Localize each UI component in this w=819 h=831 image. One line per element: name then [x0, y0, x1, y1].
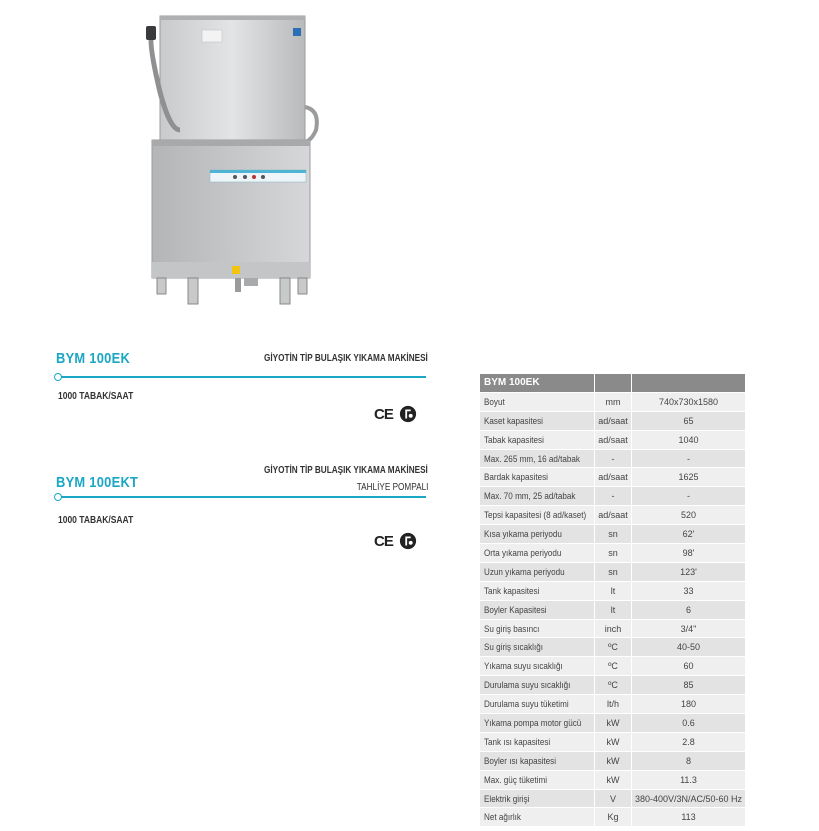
spec-row	[480, 600, 746, 619]
product-capacity: 1000 TABAK/SAAT	[58, 391, 134, 402]
spec-value-cell	[632, 714, 746, 733]
spec-unit: ºC	[608, 661, 618, 672]
spec-unit-cell	[595, 430, 632, 449]
spec-unit: V	[609, 793, 616, 804]
product-type: GİYOTİN TİP BULAŞIK YIKAMA MAKİNESİ	[264, 465, 428, 476]
spec-unit-cell	[595, 676, 632, 695]
product-capacity: 1000 TABAK/SAAT	[58, 515, 134, 526]
spec-unit: Kg	[607, 812, 619, 823]
spec-label-cell	[480, 487, 595, 506]
spec-unit-cell	[595, 657, 632, 676]
spec-label-cell	[480, 392, 595, 411]
spec-unit: inch	[604, 623, 622, 634]
spec-value: 1625	[678, 472, 699, 483]
spec-unit: ºC	[608, 680, 618, 691]
spec-unit: ºC	[608, 642, 618, 653]
spec-label: Yıkama pompa motor gücü	[484, 717, 582, 728]
spec-label: Max. 265 mm, 16 ad/tabak	[484, 453, 580, 464]
spec-row	[480, 676, 746, 695]
spec-unit: sn	[608, 547, 618, 558]
spec-unit: -	[611, 491, 615, 502]
spec-value: 0.6	[682, 717, 695, 728]
ce-mark-icon: CE	[374, 532, 393, 550]
product-subtype: TAHLİYE POMPALI	[356, 482, 428, 493]
spec-unit-cell	[595, 392, 632, 411]
spec-unit-cell	[595, 789, 632, 808]
spec-value-cell	[632, 600, 746, 619]
spec-label-cell	[480, 411, 595, 430]
spec-label-cell	[480, 525, 595, 544]
spec-value: 113	[681, 812, 696, 823]
spec-value-cell	[632, 430, 746, 449]
spec-row	[480, 581, 746, 600]
spec-unit-cell	[595, 638, 632, 657]
spec-unit: ad/saat	[598, 510, 628, 521]
spec-unit: -	[611, 453, 615, 464]
spec-value: 40-50	[676, 642, 701, 653]
spec-unit: lt/h	[606, 699, 619, 710]
spec-row	[480, 789, 746, 808]
spec-label-cell	[480, 770, 595, 789]
certification-marks	[374, 405, 417, 423]
spec-value: 8	[685, 755, 691, 766]
spec-label-cell	[480, 714, 595, 733]
gost-r-certification-icon	[399, 405, 417, 423]
spec-row	[480, 770, 746, 789]
spec-unit: ad/saat	[598, 472, 628, 483]
spec-unit-cell	[595, 544, 632, 563]
spec-row	[480, 468, 746, 487]
spec-row	[480, 732, 746, 751]
spec-value: 85	[683, 680, 694, 691]
spec-unit-cell	[595, 449, 632, 468]
spec-unit: ad/saat	[598, 415, 628, 426]
spec-row	[480, 562, 746, 581]
spec-value: 60	[683, 661, 694, 672]
spec-value: 1040	[678, 434, 699, 445]
spec-unit: mm	[605, 396, 621, 407]
spec-label-cell	[480, 695, 595, 714]
spec-value-cell	[632, 581, 746, 600]
spec-unit: kW	[606, 717, 620, 728]
spec-label-cell	[480, 751, 595, 770]
spec-label-cell	[480, 544, 595, 563]
spec-unit-cell	[595, 619, 632, 638]
spec-value-cell	[632, 506, 746, 525]
spec-unit-cell	[595, 506, 632, 525]
spec-label: Orta yıkama periyodu	[484, 547, 562, 558]
spec-row	[480, 506, 746, 525]
spec-value: 98'	[682, 547, 695, 558]
spec-row	[480, 449, 746, 468]
spec-value-cell	[632, 695, 746, 714]
product-model: BYM 100EKT	[56, 474, 139, 491]
spec-label: Elektrik girişi	[484, 793, 530, 804]
spec-unit-cell	[595, 732, 632, 751]
spec-value: 6	[685, 604, 691, 615]
spec-value-cell	[632, 751, 746, 770]
spec-value: 740x730x1580	[658, 396, 719, 407]
spec-value-cell	[632, 544, 746, 563]
spec-value-cell	[632, 770, 746, 789]
spec-unit-cell	[595, 525, 632, 544]
spec-label-cell	[480, 468, 595, 487]
spec-unit: sn	[608, 529, 618, 540]
spec-row	[480, 657, 746, 676]
spec-row	[480, 619, 746, 638]
spec-label-cell	[480, 506, 595, 525]
spec-row	[480, 544, 746, 563]
spec-label: Durulama suyu sıcaklığı	[484, 680, 571, 691]
spec-label: Yıkama suyu sıcaklığı	[484, 661, 563, 672]
product-model: BYM 100EK	[56, 350, 131, 367]
spec-value-cell	[632, 676, 746, 695]
spec-label: Boyler ısı kapasitesi	[484, 755, 557, 766]
spec-value: 380-400V/3N/AC/50-60 Hz	[634, 793, 743, 804]
spec-unit: kW	[606, 774, 620, 785]
spec-unit-cell	[595, 600, 632, 619]
spec-unit-cell	[595, 562, 632, 581]
spec-label: Durulama suyu tüketimi	[484, 699, 569, 710]
spec-label-cell	[480, 638, 595, 657]
spec-row	[480, 525, 746, 544]
spec-value-cell	[632, 487, 746, 506]
spec-unit-cell	[595, 411, 632, 430]
spec-label: Su giriş basıncı	[484, 623, 540, 634]
spec-unit: lt	[610, 604, 616, 615]
spec-unit: kW	[606, 736, 620, 747]
spec-value-cell	[632, 562, 746, 581]
spec-label-cell	[480, 600, 595, 619]
spec-label: Uzun yıkama periyodu	[484, 566, 565, 577]
spec-label-cell	[480, 562, 595, 581]
gost-r-certification-icon	[399, 532, 417, 550]
spec-value-cell	[632, 468, 746, 487]
spec-label-cell	[480, 789, 595, 808]
spec-unit-cell	[595, 468, 632, 487]
spec-table-header	[480, 374, 746, 393]
spec-label-cell	[480, 619, 595, 638]
spec-unit: ad/saat	[598, 434, 628, 445]
spec-label-cell	[480, 657, 595, 676]
spec-unit: sn	[608, 566, 618, 577]
spec-value: 123'	[680, 566, 697, 577]
spec-unit: lt	[610, 585, 616, 596]
spec-label: Boyut	[484, 396, 505, 407]
spec-label: Tepsi kapasitesi (8 ad/kaset)	[484, 510, 587, 521]
specification-table	[479, 373, 746, 827]
dishwasher-product-image	[140, 12, 325, 308]
spec-unit-cell	[595, 770, 632, 789]
spec-row	[480, 411, 746, 430]
spec-value-cell	[632, 789, 746, 808]
spec-row	[480, 695, 746, 714]
spec-label: Net ağırlık	[484, 812, 521, 823]
divider	[56, 496, 426, 498]
spec-table-body	[480, 374, 746, 827]
spec-value-cell	[632, 411, 746, 430]
spec-header-value	[632, 374, 746, 393]
spec-label: Kısa yıkama periyodu	[484, 529, 562, 540]
spec-label: Kaset kapasitesi	[484, 415, 543, 426]
spec-value-cell	[632, 732, 746, 751]
spec-value: 180	[680, 699, 697, 710]
spec-label: Boyler Kapasitesi	[484, 604, 547, 615]
spec-unit-cell	[595, 751, 632, 770]
spec-value-cell	[632, 619, 746, 638]
spec-label-cell	[480, 808, 595, 827]
spec-unit: kW	[606, 755, 620, 766]
spec-row	[480, 487, 746, 506]
certification-marks	[374, 532, 417, 550]
spec-label-cell	[480, 676, 595, 695]
spec-value-cell	[632, 392, 746, 411]
divider-dot-icon	[54, 493, 62, 501]
spec-label-cell	[480, 732, 595, 751]
spec-value-cell	[632, 638, 746, 657]
spec-label: Max. 70 mm, 25 ad/tabak	[484, 491, 576, 502]
divider-dot-icon	[54, 373, 62, 381]
spec-row	[480, 808, 746, 827]
spec-label-cell	[480, 430, 595, 449]
spec-label: Tank kapasitesi	[484, 585, 540, 596]
spec-unit-cell	[595, 808, 632, 827]
spec-row	[480, 751, 746, 770]
spec-row	[480, 714, 746, 733]
product-type: GİYOTİN TİP BULAŞIK YIKAMA MAKİNESİ	[264, 353, 428, 364]
spec-value: 65	[683, 415, 694, 426]
spec-row	[480, 430, 746, 449]
spec-value: 2.8	[682, 736, 695, 747]
spec-value-cell	[632, 449, 746, 468]
spec-value: -	[687, 491, 690, 502]
spec-label: Su giriş sıcaklığı	[484, 642, 543, 653]
spec-value: -	[687, 453, 690, 464]
spec-label-cell	[480, 581, 595, 600]
spec-value: 520	[680, 510, 697, 521]
divider	[56, 376, 426, 378]
spec-value: 11.3	[680, 774, 697, 785]
spec-value: 3/4"	[680, 623, 697, 634]
spec-value: 33	[683, 585, 694, 596]
spec-label-cell	[480, 449, 595, 468]
spec-row	[480, 392, 746, 411]
spec-label: Bardak kapasitesi	[484, 472, 548, 483]
spec-unit-cell	[595, 487, 632, 506]
spec-value: 62'	[682, 529, 695, 540]
spec-value-cell	[632, 657, 746, 676]
spec-label: Tank ısı kapasitesi	[484, 736, 551, 747]
spec-unit-cell	[595, 695, 632, 714]
spec-label: Tabak kapasitesi	[484, 434, 544, 445]
spec-unit-cell	[595, 714, 632, 733]
spec-value-cell	[632, 525, 746, 544]
ce-mark-icon: CE	[374, 405, 393, 423]
spec-row	[480, 638, 746, 657]
spec-header-model: BYM 100EK	[480, 374, 595, 393]
spec-label: Max. güç tüketimi	[484, 774, 548, 785]
spec-value-cell	[632, 808, 746, 827]
spec-header-unit	[595, 374, 632, 393]
spec-unit-cell	[595, 581, 632, 600]
